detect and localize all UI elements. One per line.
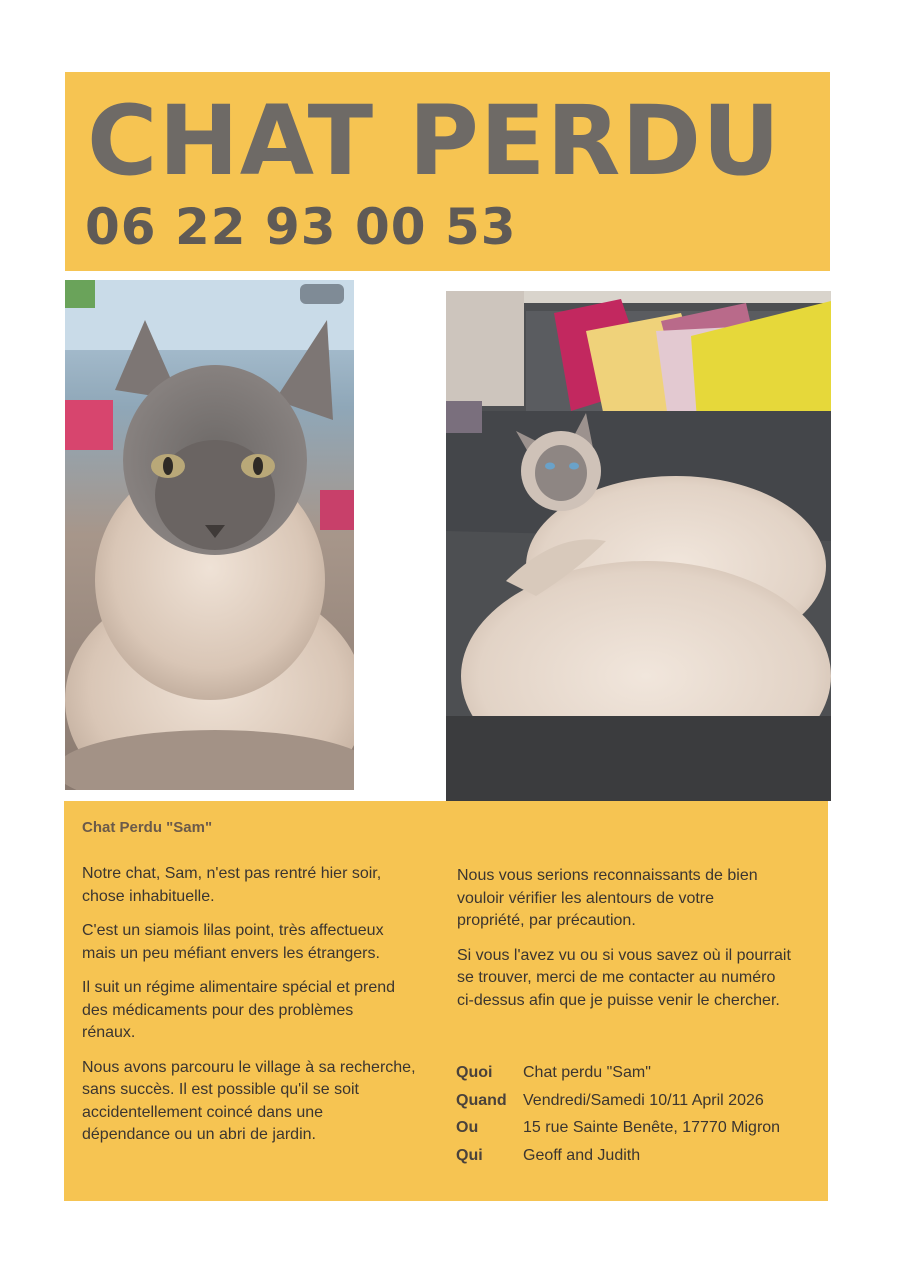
- header-band: [65, 72, 830, 271]
- text-line: Il suit un régime alimentaire spécial et prend: [82, 979, 396, 996]
- text-line: sans succès. Il est possible qu'il se soit: [82, 1081, 359, 1098]
- info-subtitle: Chat Perdu "Sam": [82, 819, 213, 836]
- info-band: [64, 801, 828, 1201]
- paragraph: [457, 945, 817, 1013]
- paragraph: [82, 977, 442, 1045]
- detail-value: 15 rue Sainte Benête, 17770 Migron: [523, 1119, 781, 1136]
- text-line: Nous avons parcouru le village à sa recherche,: [82, 1058, 416, 1076]
- text-line: ci-dessus afin que je puisse venir le chercher.: [457, 991, 780, 1009]
- text-line: chose inhabituelle.: [82, 887, 215, 905]
- paragraph: [457, 865, 817, 933]
- paragraph: [82, 1057, 442, 1147]
- detail-row-ou: [456, 1114, 780, 1142]
- text-line: vouloir vérifier les alentours de votre: [457, 889, 715, 907]
- cat-photo-left: [65, 280, 354, 790]
- paragraph: [82, 920, 442, 965]
- detail-value: Geoff and Judith: [523, 1146, 641, 1164]
- text-line: Si vous l'avez vu ou si vous savez où il pourrait: [457, 946, 791, 964]
- paragraph: [82, 863, 442, 908]
- text-line: accidentellement coincé dans une: [82, 1103, 324, 1121]
- text-line: rénaux.: [82, 1024, 136, 1041]
- text-line: Notre chat, Sam, n'est pas rentré hier soir,: [82, 865, 382, 882]
- poster-title: CHAT PERDU: [87, 85, 782, 197]
- detail-row-qui: [456, 1142, 780, 1170]
- phone-number: 06 22 93 00 53: [85, 198, 517, 256]
- detail-label: Ou: [456, 1119, 479, 1136]
- details-list: [456, 1059, 780, 1169]
- description-right: [457, 865, 817, 1024]
- text-line: dépendance ou un abri de jardin.: [82, 1126, 316, 1143]
- detail-value: Vendredi/Samedi 10/11 April 2026: [523, 1091, 764, 1109]
- detail-value: Chat perdu "Sam": [523, 1064, 651, 1081]
- detail-row-quoi: [456, 1059, 780, 1087]
- detail-row-quand: [456, 1087, 780, 1115]
- description-left: [82, 863, 442, 1159]
- text-line: Nous vous serions reconnaissants de bien: [457, 867, 758, 884]
- text-line: C'est un siamois lilas point, très affectueux: [82, 922, 384, 939]
- detail-label: Quoi: [456, 1064, 493, 1081]
- text-line: propriété, par précaution.: [457, 912, 636, 929]
- text-line: des médicaments pour des problèmes: [82, 1001, 354, 1019]
- text-line: se trouver, merci de me contacter au numéro: [457, 969, 776, 986]
- detail-label: Quand: [456, 1091, 507, 1109]
- cat-photo-right: [446, 291, 831, 801]
- detail-label: Qui: [456, 1146, 483, 1164]
- text-line: mais un peu méfiant envers les étrangers.: [82, 944, 380, 962]
